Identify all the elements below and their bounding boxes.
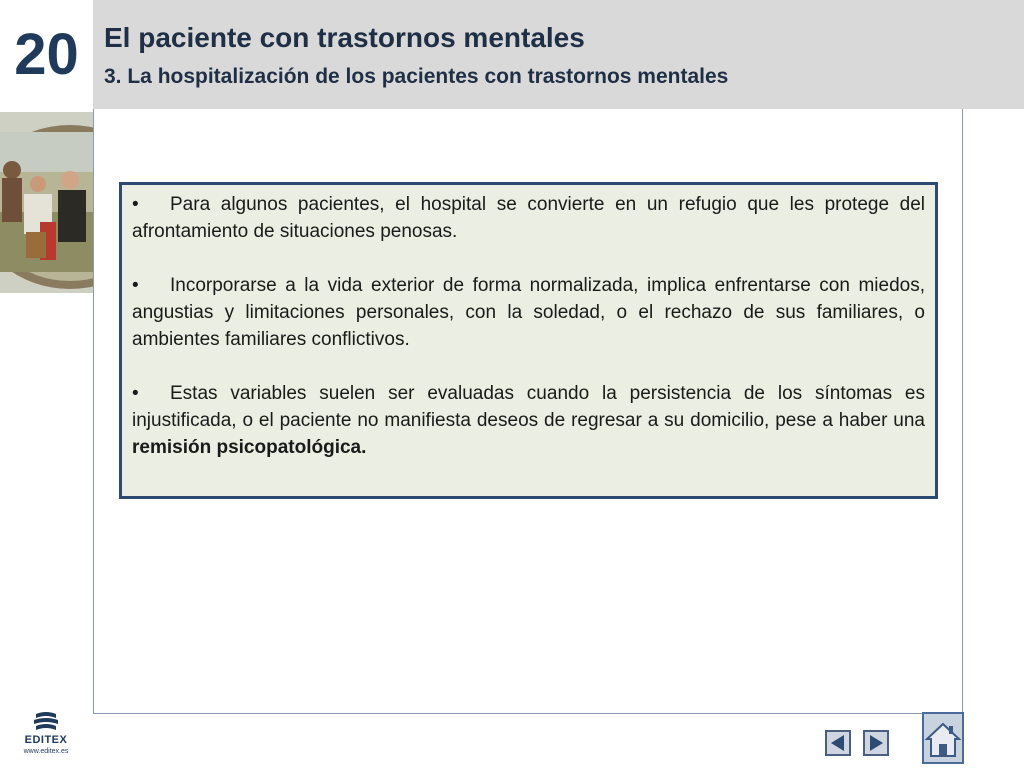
bullet-text: Para algunos pacientes, el hospital se convierte en un refugio que les protege del afrontamiento de situaciones penosas. bbox=[132, 194, 925, 242]
bullet-symbol: • bbox=[132, 275, 139, 296]
triangle-right-icon bbox=[865, 732, 887, 754]
home-button[interactable] bbox=[922, 712, 964, 764]
bullet-item bbox=[132, 191, 925, 245]
prev-slide-button[interactable] bbox=[825, 730, 851, 756]
page-subtitle: 3. La hospitalización de los pacientes con trastornos mentales bbox=[104, 65, 729, 88]
triangle-left-icon bbox=[827, 732, 849, 754]
content-box bbox=[119, 182, 938, 499]
next-slide-button[interactable] bbox=[863, 730, 889, 756]
logo-text: EDITEX bbox=[24, 734, 68, 746]
page-title: El paciente con trastornos mentales bbox=[104, 22, 585, 53]
bullet-text: Estas variables suelen ser evaluadas cuando la persistencia de los síntomas es injustificada, o el paciente no manifiesta deseos de regresar a su domicilio, pese a haber una bbox=[132, 383, 925, 431]
bullet-bold-text: remisión psicopatológica. bbox=[132, 437, 367, 458]
bullet-item bbox=[132, 380, 925, 461]
editex-logo bbox=[14, 710, 78, 760]
bullet-item bbox=[132, 272, 925, 353]
decorative-painting bbox=[0, 112, 93, 293]
bullet-symbol: • bbox=[132, 383, 139, 404]
bullet-text: Incorporarse a la vida exterior de forma normalizada, implica enfrentarse con miedos, angustias y limitaciones personales, con la soledad, o el rechazo de sus familiares, o ambientes familiares conflictivos. bbox=[132, 275, 925, 350]
logo-url: www.editex.es bbox=[23, 748, 69, 755]
chapter-number: 20 bbox=[14, 22, 79, 87]
house-icon bbox=[924, 714, 962, 762]
bullet-symbol: • bbox=[132, 194, 139, 215]
editex-logo-icon bbox=[14, 710, 78, 734]
